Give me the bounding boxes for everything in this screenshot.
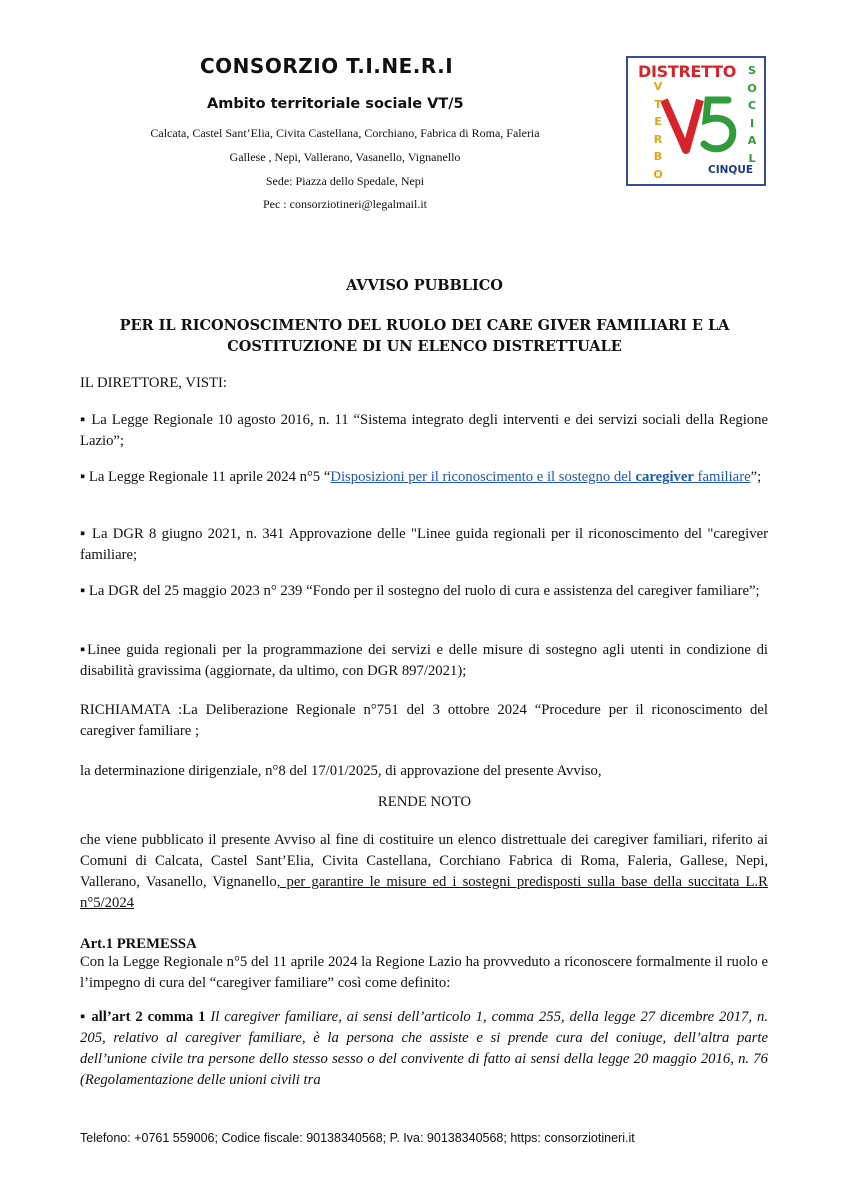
footer-contacts: Telefono: +0761 559006; Codice fiscale: 90138340568; P. Iva: 90138340568; https: consorziotineri.it — [80, 1131, 635, 1145]
logo-left-letter-3: R — [653, 132, 663, 146]
intro-visti: IL DIRETTORE, VISTI: — [80, 375, 227, 391]
avviso-body-underlined: , per garantire le misure ed i sostegni predisposti sulla base della succitata L.R n°5/2024 — [80, 874, 768, 911]
logo-right-letters — [746, 62, 758, 167]
comuni-line-2: Gallese , Nepi, Vallerano, Vasanello, Vignanello — [229, 150, 461, 164]
logo-left-letter-2: E — [654, 115, 662, 128]
logo-right-letter-1: O — [747, 81, 757, 95]
art2-comma1 — [80, 1007, 768, 1091]
distretto-logo — [626, 56, 766, 186]
logo-left-letter-1: T — [654, 97, 662, 111]
item-legge-2024-prefix: ▪ La Legge Regionale 11 aprile 2024 n°5 “ — [80, 469, 331, 485]
ambito-territoriale: Ambito territoriale sociale VT/5 — [207, 96, 464, 112]
document-subtitle-line-2: COSTITUZIONE DI UN ELENCO DISTRETTUALE — [227, 338, 622, 355]
item-legge-2024 — [80, 467, 768, 488]
art1-title: Art.1 PREMESSA — [80, 936, 197, 952]
logo-right-letter-3: I — [749, 116, 755, 130]
org-name: CONSORZIO T.I.NE.R.I — [200, 54, 454, 78]
legge-2024-link-text-b[interactable]: familiare — [693, 469, 751, 485]
logo-left-letter-0: V — [653, 80, 663, 93]
item-dgr-2021: ▪ La DGR 8 giugno 2021, n. 341 Approvazione delle "Linee guida regionali per il riconoscimento del "caregiver familiare; — [80, 526, 768, 563]
item-linee-guida: ▪Linee guida regionali per la programmazione dei servizi e delle misure di sostegno agli utenti in condizione di disabilità gravissima (aggiornate, da ultimo, con DGR 897/2021); — [80, 642, 768, 679]
logo-right-letter-5: L — [748, 151, 756, 165]
rende-noto: RENDE NOTO — [377, 794, 472, 810]
pec: Pec : consorziotineri@legalmail.it — [262, 197, 427, 211]
art2-comma1-text: Il caregiver familiare, ai sensi dell’articolo 1, comma 255, della legge 27 dicembre 2017, n. 205, relativo al caregiver familiare, è la persona che assiste e si prende cura del coniuge, dell’altra parte dell’unione civile tra persone dello stesso sesso o del convivente di fatto ai sensi della legge 20 maggio 2016, n. 76 (Regolamentazione delle unioni civili tra — [80, 1009, 768, 1088]
logo-left-letter-4: B — [653, 150, 663, 163]
logo-right-letter-0: S — [748, 64, 756, 77]
art2-comma1-label: ▪ all’art 2 comma 1 — [80, 1009, 206, 1025]
document-title: AVVISO PUBBLICO — [346, 277, 503, 294]
item-dgr-2023: ▪ La DGR del 25 maggio 2023 n° 239 “Fondo per il sostegno del ruolo di cura e assistenza del caregiver familiare”; — [80, 583, 760, 599]
logo-left-letters — [652, 78, 664, 183]
sede: Sede: Piazza dello Spedale, Nepi — [265, 174, 425, 188]
item-legge-2024-suffix: ”; — [750, 469, 762, 485]
logo-right-letter-4: A — [747, 134, 757, 147]
art1-text: Con la Legge Regionale n°5 del 11 aprile 2024 la Regione Lazio ha provveduto a riconoscere formalmente il ruolo e l’impegno di cura del “caregiver familiare” così come definito: — [80, 954, 768, 991]
item-legge-2016: ▪ La Legge Regionale 10 agosto 2016, n. 11 “Sistema integrato degli interventi e dei servizi sociali della Regione Lazio”; — [80, 412, 768, 449]
richiamata: RICHIAMATA :La Deliberazione Regionale n°751 del 3 ottobre 2024 “Procedure per il riconoscimento del caregiver familiare ; — [80, 702, 768, 739]
legge-2024-link-bold[interactable]: caregiver — [635, 469, 694, 485]
logo-bottom-word: CINQUE — [708, 164, 754, 176]
avviso-body — [80, 830, 768, 914]
logo-v-shape — [664, 100, 700, 150]
logo-5-shape — [704, 100, 733, 149]
document-subtitle-line-1: PER IL RICONOSCIMENTO DEL RUOLO DEI CARE GIVER FAMILIARI E LA — [119, 317, 730, 334]
logo-top-word: DISTRETTO — [638, 62, 737, 81]
determinazione: la determinazione dirigenziale, n°8 del 17/01/2025, di approvazione del presente Avviso, — [80, 763, 602, 779]
logo-right-letter-2: C — [747, 99, 757, 112]
avviso-body-text: che viene pubblicato il presente Avviso al fine di costituire un elenco distrettuale dei caregiver familiari, riferito ai Comuni di Calcata, Castel Sant’Elia, Civita Castellana, Corchiano Fabrica di Roma, Faleria, Gallese, Nepi, Vallerano, Vasanello, Vignanello — [80, 832, 768, 890]
comuni-line-1: Calcata, Castel Sant’Elia, Civita Castellana, Corchiano, Fabrica di Roma, Faleria — [150, 126, 540, 140]
legge-2024-link[interactable] — [330, 469, 750, 485]
logo-left-letter-5: O — [653, 167, 663, 181]
legge-2024-link-text-a[interactable]: Disposizioni per il riconoscimento e il sostegno del — [330, 469, 636, 485]
